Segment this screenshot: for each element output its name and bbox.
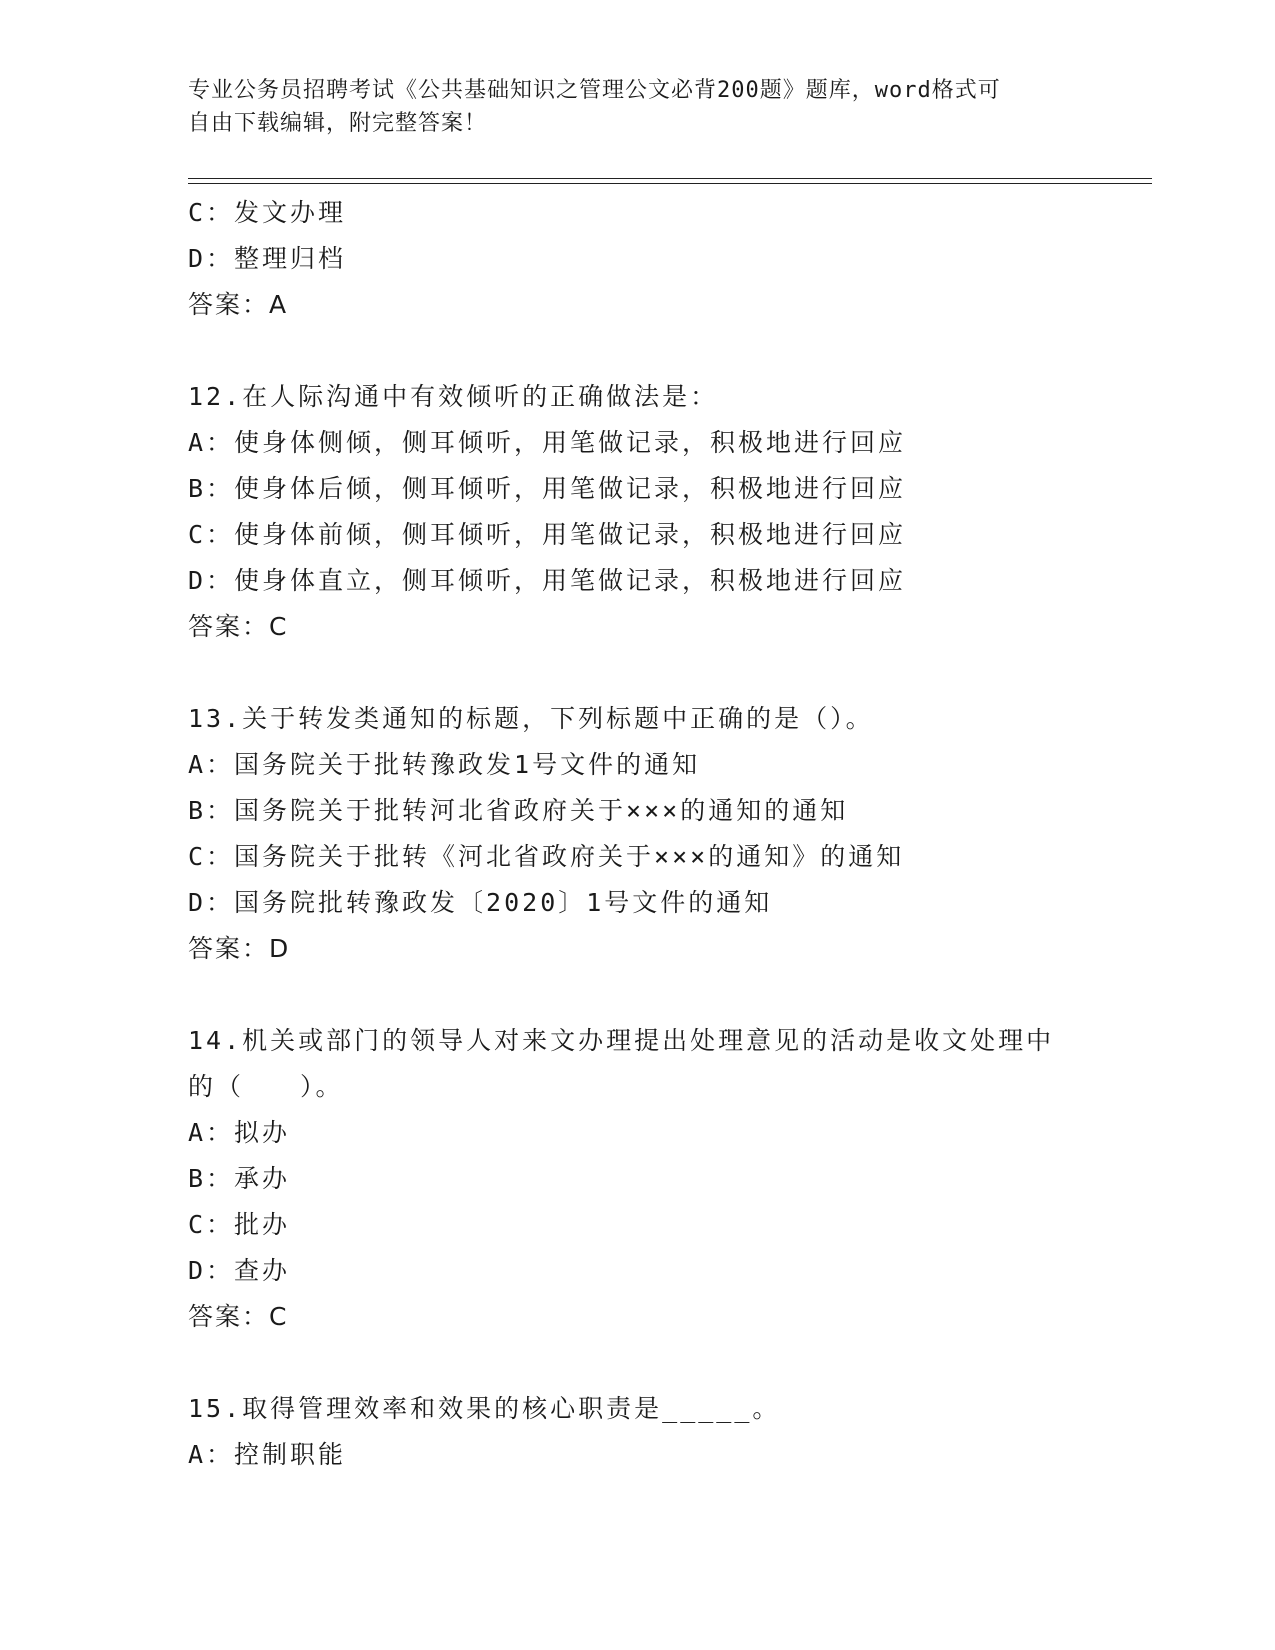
option-a: A：国务院关于批转豫政发1号文件的通知 — [188, 750, 701, 779]
option-c: C：使身体前倾，侧耳倾听，用笔做记录，积极地进行回应 — [188, 520, 907, 549]
header-line-2: 自由下载编辑，附完整答案！ — [188, 111, 488, 136]
option-d: D：查办 — [188, 1256, 291, 1285]
option-a: A：拟办 — [188, 1118, 291, 1147]
question-12 — [188, 374, 1152, 650]
option-a: A：使身体侧倾，侧耳倾听，用笔做记录，积极地进行回应 — [188, 428, 907, 457]
question-text: 13.关于转发类通知的标题，下列标题中正确的是（）。 — [188, 704, 874, 733]
header-line-1: 专业公务员招聘考试《公共基础知识之管理公文必背200题》题库，word格式可 — [188, 78, 1001, 103]
option-c: C：发文办理 — [188, 198, 347, 227]
answer: 答案：C — [188, 612, 289, 641]
question-text: 15.取得管理效率和效果的核心职责是_____。 — [188, 1394, 781, 1423]
header-rule-bottom — [188, 183, 1152, 184]
answer: 答案：C — [188, 1302, 289, 1331]
spacer — [188, 972, 1152, 1018]
spacer — [188, 328, 1152, 374]
spacer — [188, 650, 1152, 696]
question-11 — [188, 190, 1152, 328]
answer: 答案：A — [188, 290, 289, 319]
header-rule-top — [188, 178, 1152, 179]
option-a: A：控制职能 — [188, 1440, 347, 1469]
option-d: D：国务院批转豫政发〔2020〕1号文件的通知 — [188, 888, 773, 917]
option-b: B：承办 — [188, 1164, 291, 1193]
question-list — [188, 190, 1152, 1478]
spacer — [188, 1340, 1152, 1386]
option-d: D：整理归档 — [188, 244, 347, 273]
question-13 — [188, 696, 1152, 972]
answer: 答案：D — [188, 934, 291, 963]
question-text: 12.在人际沟通中有效倾听的正确做法是： — [188, 382, 719, 411]
question-15 — [188, 1386, 1152, 1478]
question-text-line-2: 的（ ）。 — [188, 1072, 344, 1101]
option-b: B：使身体后倾，侧耳倾听，用笔做记录，积极地进行回应 — [188, 474, 907, 503]
question-text-line-1: 14.机关或部门的领导人对来文办理提出处理意见的活动是收文处理中 — [188, 1026, 1055, 1055]
option-b: B：国务院关于批转河北省政府关于×××的通知的通知 — [188, 796, 849, 825]
question-14 — [188, 1018, 1152, 1340]
option-c: C：国务院关于批转《河北省政府关于×××的通知》的通知 — [188, 842, 905, 871]
option-c: C：批办 — [188, 1210, 291, 1239]
document-header — [188, 74, 1088, 140]
option-d: D：使身体直立，侧耳倾听，用笔做记录，积极地进行回应 — [188, 566, 907, 595]
